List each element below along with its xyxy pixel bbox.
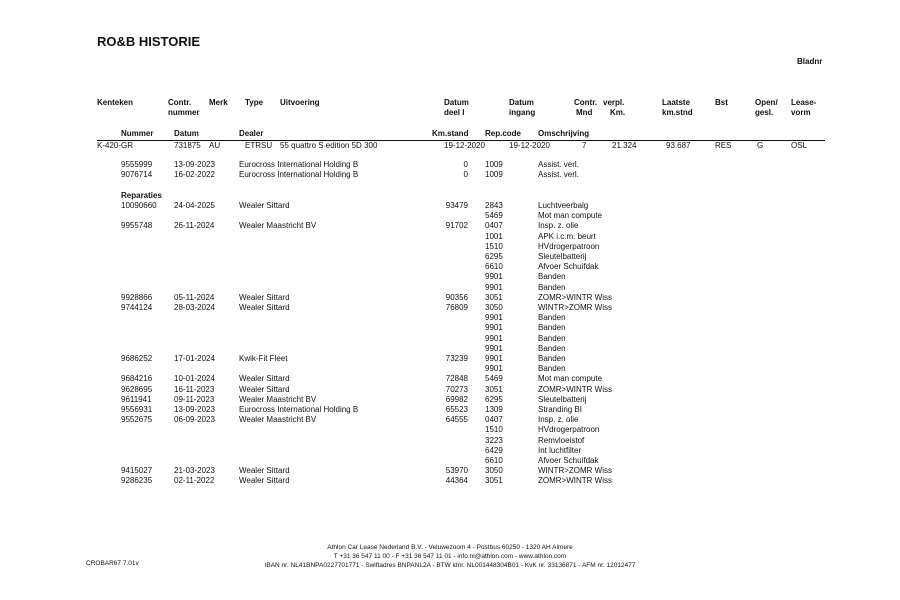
cell-repcode: 2843 [485,201,503,210]
col-uitvoering: Uitvoering [280,98,320,107]
vehicle-merk: AU [209,141,221,150]
col-nummer: Nummer [121,129,154,138]
cell-dealer: Eurocross International Holding B [239,160,359,169]
cell-datum: 16-02-2022 [174,170,215,180]
cell-datum: 09-11-2023 [174,394,215,404]
cell-omschrijving: Sleutelbatterij [538,252,587,261]
cell-repcode: 1001 [485,231,503,241]
cell-nummer: 9744124 [121,303,153,312]
cell-repcode: 6610 [485,456,503,465]
footer-contact: T +31 36 547 11 00 - F +31 36 547 11 01 - info.nl@athlon.com - www.athlon.com [333,553,567,560]
cell-repcode: 3223 [485,435,503,445]
cell-repcode: 3051 [485,384,503,394]
col-lease-l1: Lease- [791,98,817,107]
cell-repcode: 3050 [485,466,503,476]
cell-repcode: 9901 [485,323,503,333]
cell-nummer: 9955748 [121,221,153,231]
cell-km: 76809 [445,303,468,312]
cell-omschrijving: Banden [538,343,566,353]
page-number-label: Bladnr [797,57,823,66]
cell-repcode: 5469 [485,211,503,221]
vehicle-mnd: 7 [582,141,587,150]
cell-repcode: 5469 [485,374,503,384]
cell-omschrijving: Afvoer Schuifdak [538,456,599,465]
cell-km: 72848 [445,374,468,384]
section-reparaties: Reparaties [121,191,162,200]
cell-omschrijving: HVdrogerpatroon [538,241,600,251]
cell-datum: 05-11-2024 [174,292,215,302]
col-omschrijving: Omschrijving [538,129,590,138]
cell-nummer: 9928866 [121,292,153,302]
vehicle-bst: RES [715,141,732,150]
cell-dealer: Wealer Sittard [239,384,290,394]
cell-repcode: 6429 [485,445,503,455]
col-contr-mnd-l2: Mnd [576,108,593,117]
col-datum-deel1-l1: Datum [444,98,469,107]
col-datum-deel1-l2: deel I [444,108,465,117]
cell-km: 0 [463,160,468,169]
cell-nummer: 9555999 [121,160,153,169]
vehicle-kenteken: K-420-GR [97,141,134,150]
cell-omschrijving: Sleutelbatterij [538,394,587,404]
cell-km: 53970 [445,466,468,476]
col-laatste-l1: Laatste [662,98,691,107]
cell-repcode: 1309 [485,405,503,414]
vehicle-uitvoering: 55 quattro S edition 5D 300 [280,141,378,150]
cell-omschrijving: Banden [538,272,566,282]
vehicle-datum-deel1: 19-12-2020 [444,141,485,150]
col-datum: Datum [174,129,199,138]
cell-datum: 28-03-2024 [174,303,215,312]
cell-omschrijving: Mot man compute [538,211,603,221]
cell-omschrijving: HVdrogerpatroon [538,425,600,435]
cell-repcode: 0407 [485,415,503,425]
col-lease-l2: vorm [791,108,811,117]
col-kmstand: Km.stand [432,129,469,138]
cell-omschrijving: WINTR>ZOMR Wiss [538,466,612,476]
cell-omschrijving: Banden [538,313,566,323]
col-datum-ingang-l1: Datum [509,98,534,107]
cell-km: 73239 [445,354,468,363]
cell-repcode: 9901 [485,272,503,282]
cell-dealer: Wealer Sittard [239,374,290,384]
cell-dealer: Kwik-Fit Fleet [239,354,288,363]
cell-datum: 13-09-2023 [174,160,215,169]
cell-omschrijving: ZOMR>WINTR Wiss [538,476,612,486]
cell-repcode: 9901 [485,343,503,353]
cell-nummer: 9286235 [121,476,153,486]
col-repcode: Rep.code [485,129,522,138]
cell-omschrijving: ZOMR>WINTR Wiss [538,292,612,302]
cell-datum: 24-04-2025 [174,201,215,210]
cell-nummer: 9552675 [121,415,153,425]
cell-dealer: Wealer Sittard [239,201,290,210]
cell-dealer: Eurocross International Holding B [239,170,359,180]
col-type: Type [245,98,264,107]
cell-datum: 16-11-2023 [174,384,215,394]
cell-omschrijving: Banden [538,364,566,374]
col-bst: Bst [715,98,728,107]
cell-omschrijving: ZOMR>WINTR Wiss [538,384,612,394]
cell-omschrijving: Remvloeistof [538,435,585,445]
cell-omschrijving: Assist. verl. [538,170,579,180]
cell-datum: 10-01-2024 [174,374,215,384]
cell-repcode: 6610 [485,262,503,272]
cell-repcode: 3051 [485,292,503,302]
cell-nummer: 9686252 [121,354,153,363]
page-title: RO&B HISTORIE [97,34,201,49]
vehicle-type: ETRSU [245,141,273,150]
cell-dealer: Wealer Maastricht BV [239,221,317,231]
cell-nummer: 10090660 [121,201,157,210]
cell-dealer: Wealer Sittard [239,303,290,312]
cell-repcode: 9901 [485,333,503,343]
cell-repcode: 1510 [485,425,503,435]
cell-repcode: 9901 [485,282,503,292]
cell-nummer: 9076714 [121,170,153,180]
vehicle-laatste-km: 93.687 [666,141,691,150]
vehicle-km: 21.324 [612,141,637,150]
cell-dealer: Wealer Maastricht BV [239,394,317,404]
footer-legal: IBAN nr. NL41BNPA0227701771 - Swiftadres BNPANL2A - BTW idnr. NL001448304B01 - KvK nr. 33136871 - AFM nr. 12012477 [264,562,636,569]
cell-dealer: Wealer Sittard [239,476,290,486]
cell-dealer: Eurocross International Holding B [239,405,359,414]
col-kenteken: Kenteken [97,98,134,107]
cell-repcode: 1510 [485,241,503,251]
col-contr-l2: nummer [168,108,200,117]
cell-repcode: 3050 [485,303,503,312]
vehicle-contract: 731875 [174,141,201,150]
cell-nummer: 9415027 [121,466,153,476]
vehicle-lease: OSL [791,141,808,150]
cell-km: 64555 [445,415,468,425]
cell-repcode: 6295 [485,252,503,261]
cell-km: 91702 [445,221,468,231]
cell-datum: 17-01-2024 [174,354,215,363]
cell-datum: 06-09-2023 [174,415,215,425]
cell-km: 69982 [445,394,468,404]
cell-km: 0 [463,170,468,180]
cell-dealer: Wealer Maastricht BV [239,415,317,425]
cell-repcode: 6295 [485,394,503,404]
cell-nummer: 9556931 [121,405,153,414]
col-contr-l1: Contr. [168,98,192,107]
footer-address: Athlon Car Lease Nederland B.V. - Veluwezoom 4 - Postbus 60250 - 1320 AH Almere [327,544,573,551]
col-datum-ingang-l2: ingang [509,108,536,117]
cell-repcode: 9901 [485,354,503,363]
cell-omschrijving: Stranding BI [538,405,583,414]
cell-omschrijving: Int luchtfilter [538,445,582,455]
cell-omschrijving: Insp. z. olie [538,221,579,231]
col-verpl-l2: Km. [610,108,626,117]
cell-datum: 13-09-2023 [174,405,215,414]
cell-dealer: Wealer Sittard [239,466,290,476]
cell-datum: 02-11-2022 [174,476,215,486]
cell-km: 93479 [445,201,468,210]
col-dealer: Dealer [239,129,264,138]
cell-omschrijving: Banden [538,323,566,333]
col-contr-mnd-l1: Contr. [574,98,598,107]
col-laatste-l2: km.stnd [662,108,693,117]
cell-repcode: 3051 [485,476,503,486]
cell-omschrijving: Banden [538,354,566,363]
cell-dealer: Wealer Sittard [239,292,290,302]
cell-nummer: 9684216 [121,374,153,384]
cell-omschrijving: APK i.c.m. beurt [538,231,596,241]
cell-omschrijving: Banden [538,333,566,343]
cell-omschrijving: Mot man compute [538,374,603,384]
cell-repcode: 9901 [485,364,503,374]
cell-km: 70273 [445,384,468,394]
cell-nummer: 9628695 [121,384,153,394]
cell-km: 90356 [445,292,468,302]
col-open-l1: Open/ [755,98,778,107]
col-verpl-l1: verpl. [603,98,625,107]
cell-repcode: 0407 [485,221,503,231]
cell-datum: 21-03-2023 [174,466,215,476]
cell-omschrijving: Assist. verl. [538,160,579,169]
cell-nummer: 9611941 [121,394,152,404]
cell-km: 65523 [445,405,468,414]
col-merk: Merk [209,98,228,107]
cell-km: 44364 [445,476,468,486]
col-open-l2: gesl. [755,108,774,117]
cell-repcode: 9901 [485,313,503,323]
cell-omschrijving: Luchtveerbalg [538,201,589,210]
cell-omschrijving: WINTR>ZOMR Wiss [538,303,612,312]
cell-datum: 26-11-2024 [174,221,215,231]
vehicle-datum-ingang: 19-12-2020 [509,141,550,150]
cell-repcode: 1009 [485,160,503,169]
cell-omschrijving: Afvoer Schuifdak [538,262,599,272]
form-code: CROBAR67 7.01v [86,560,139,567]
cell-repcode: 1009 [485,170,503,180]
cell-omschrijving: Banden [538,282,566,292]
cell-omschrijving: Insp. z. olie [538,415,579,425]
vehicle-open: G [757,141,764,150]
